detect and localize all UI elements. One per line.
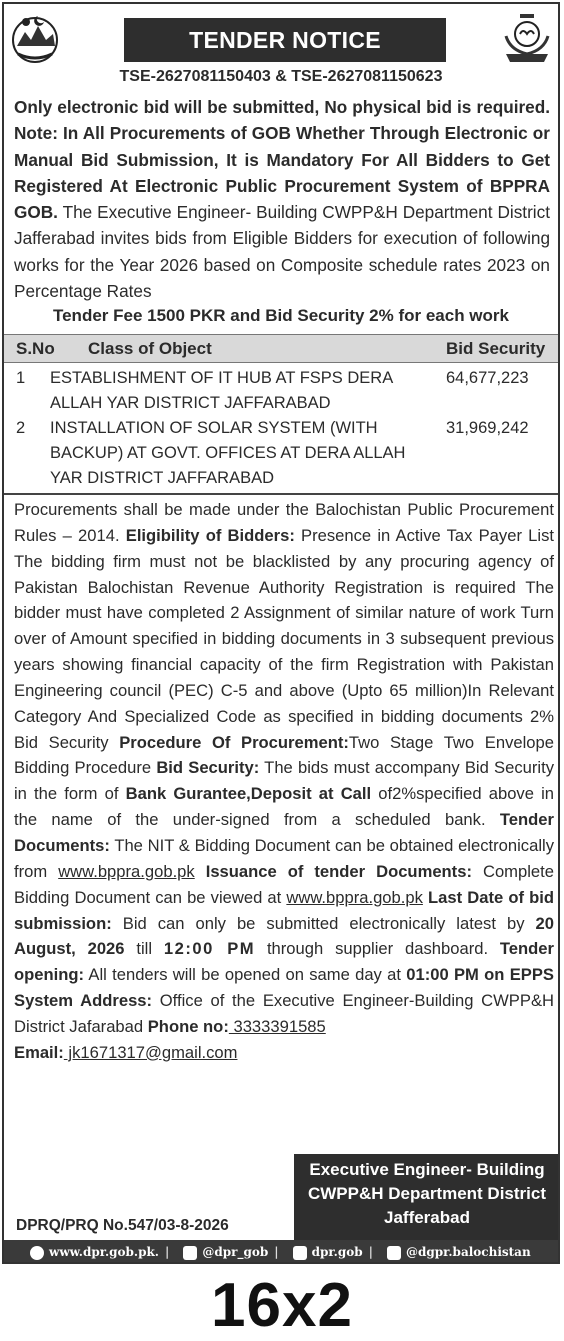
- eligibility-label: Eligibility of Bidders:: [125, 525, 295, 545]
- email-label: Email:: [14, 1042, 64, 1062]
- row-object: INSTALLATION OF SOLAR SYSTEM (WITH BACKUP) AT GOVT. OFFICES AT DERA ALLAH YAR DISTRICT JAFFARABAD: [50, 419, 406, 487]
- bppra-link[interactable]: www.bppra.gob.pk: [286, 887, 423, 907]
- footer-instagram[interactable]: dpr.gob: [311, 1245, 363, 1259]
- deadline-time: 12:00 PM: [163, 939, 256, 959]
- department-emblem-icon: [500, 10, 554, 64]
- tender-fee-line: Tender Fee 1500 PKR and Bid Security 2% for each work: [52, 306, 509, 325]
- balochistan-emblem-icon: [8, 10, 62, 64]
- row-security: 64,677,223: [446, 369, 529, 387]
- body-text: till: [124, 939, 164, 959]
- ad-size-label: 16x2: [211, 1271, 353, 1340]
- issuance-label: Issuance of tender Documents:: [194, 861, 472, 881]
- footer-facebook[interactable]: @dgpr.balochistan: [405, 1245, 531, 1259]
- facebook-icon: [387, 1246, 401, 1260]
- intro-paragraph: [14, 94, 550, 304]
- body-text: Two Stage Two Envelope Bidding Procedure: [14, 732, 554, 778]
- signature-line: CWPP&H Department District: [307, 1184, 547, 1203]
- col-sno: S.No: [16, 339, 55, 358]
- intro-text: The Executive Engineer- Building CWPP&H Department District Jafferabad invites bids from Eligible Bidders for execution of following works for the Year 2026 based on Composite schedule rates 2023 on Percentage Rates: [14, 202, 550, 302]
- footer-bar: [4, 1240, 558, 1264]
- terms-paragraph: [14, 497, 554, 1066]
- signature-block: [294, 1154, 560, 1240]
- signature-line: Executive Engineer- Building: [309, 1160, 545, 1179]
- col-object: Class of Object: [88, 339, 212, 358]
- body-text: The NIT & Bidding Document can be obtained electronically from: [14, 835, 554, 881]
- deadline-date: 20 August, 2026: [14, 913, 554, 959]
- email-link[interactable]: jk1671317@gmail.com: [63, 1042, 238, 1062]
- row-security: 31,969,242: [446, 419, 529, 437]
- col-security: Bid Security: [446, 339, 546, 358]
- body-text: through supplier dashboard.: [255, 939, 500, 959]
- footer-twitter[interactable]: @dpr_gob: [202, 1245, 269, 1259]
- body-text: Complete Bidding Document can be viewed at: [14, 861, 554, 907]
- tender-notice: [2, 2, 560, 1264]
- footer-website[interactable]: www.dpr.gob.pk.: [49, 1245, 159, 1259]
- procedure-label: Procedure Of Procurement:: [119, 732, 349, 752]
- footer-separator: |: [165, 1245, 170, 1259]
- body-text: Procurements shall be made under the Balochistan Public Procurement Rules – 2014.: [14, 500, 554, 545]
- body-text: of2%specified above in the name of the under-signed from a scheduled bank.: [14, 784, 555, 830]
- security-form: Bank Gurantee,Deposit at Call: [125, 784, 372, 804]
- phone-number[interactable]: 3333391585: [228, 1016, 326, 1036]
- footer-separator: |: [274, 1245, 279, 1259]
- opening-label: Tender opening:: [14, 939, 554, 985]
- last-date-label: Last Date of bid submission:: [14, 887, 554, 933]
- phone-label: Phone no:: [147, 1016, 229, 1036]
- instagram-icon: [293, 1246, 307, 1260]
- intro-note: Only electronic bid will be submitted, No physical bid is required. Note: In All Procurements of GOB Whether Through Electronic or Manual Bid Submission, It is Mandatory For All Bidders to Get Registered At Electronic Public Procurement System of BPPRA GOB.: [14, 97, 550, 223]
- bppra-link[interactable]: www.bppra.gob.pk: [58, 861, 195, 881]
- documents-label: Tender Documents:: [14, 810, 554, 855]
- row-object: ESTABLISHMENT OF IT HUB AT FSPS DERA ALLAH YAR DISTRICT JAFFARABAD: [50, 369, 393, 412]
- divider: [4, 493, 558, 495]
- dprq-number: DPRQ/PRQ No.547/03-8-2026: [16, 1217, 229, 1234]
- twitter-icon: [183, 1246, 197, 1260]
- body-text: Presence in Active Tax Payer List The bidding firm must not be blacklisted by any procuring agency of Pakistan Balochistan Revenue Authority Registration is required The bidder must have completed 2 Assignment of similar nature of work Turn over of Amount specified in bidding documents in 3 subsequent previous years showing financial capacity of the firm Registration with Pakistan Engineering council (PEC) C-5 and above (Upto 65 million)In Relevant Category And Specialized Code as specified in bidding documents 2% Bid Security: [14, 525, 554, 752]
- signature-line: Jafferabad: [384, 1208, 470, 1227]
- body-text: All tenders will be opened on same day at: [84, 965, 407, 985]
- page-title: TENDER NOTICE: [124, 18, 446, 62]
- security-label: Bid Security:: [156, 758, 260, 778]
- body-text: The bids must accompany Bid Security in the form of: [14, 758, 554, 804]
- table-header: [4, 334, 558, 363]
- globe-icon: [30, 1246, 44, 1260]
- tse-numbers: TSE-2627081150403 & TSE-2627081150623: [119, 68, 443, 85]
- body-text: Office of the Executive Engineer-Building CWPP&H District Jafarabad: [14, 991, 554, 1036]
- row-sno: 1: [16, 369, 26, 387]
- body-text: Bid can only be submitted electronically latest by: [111, 913, 536, 933]
- opening-time: 01:00 PM on EPPS System Address:: [14, 965, 554, 1011]
- row-sno: 2: [16, 419, 26, 437]
- footer-separator: |: [368, 1245, 373, 1259]
